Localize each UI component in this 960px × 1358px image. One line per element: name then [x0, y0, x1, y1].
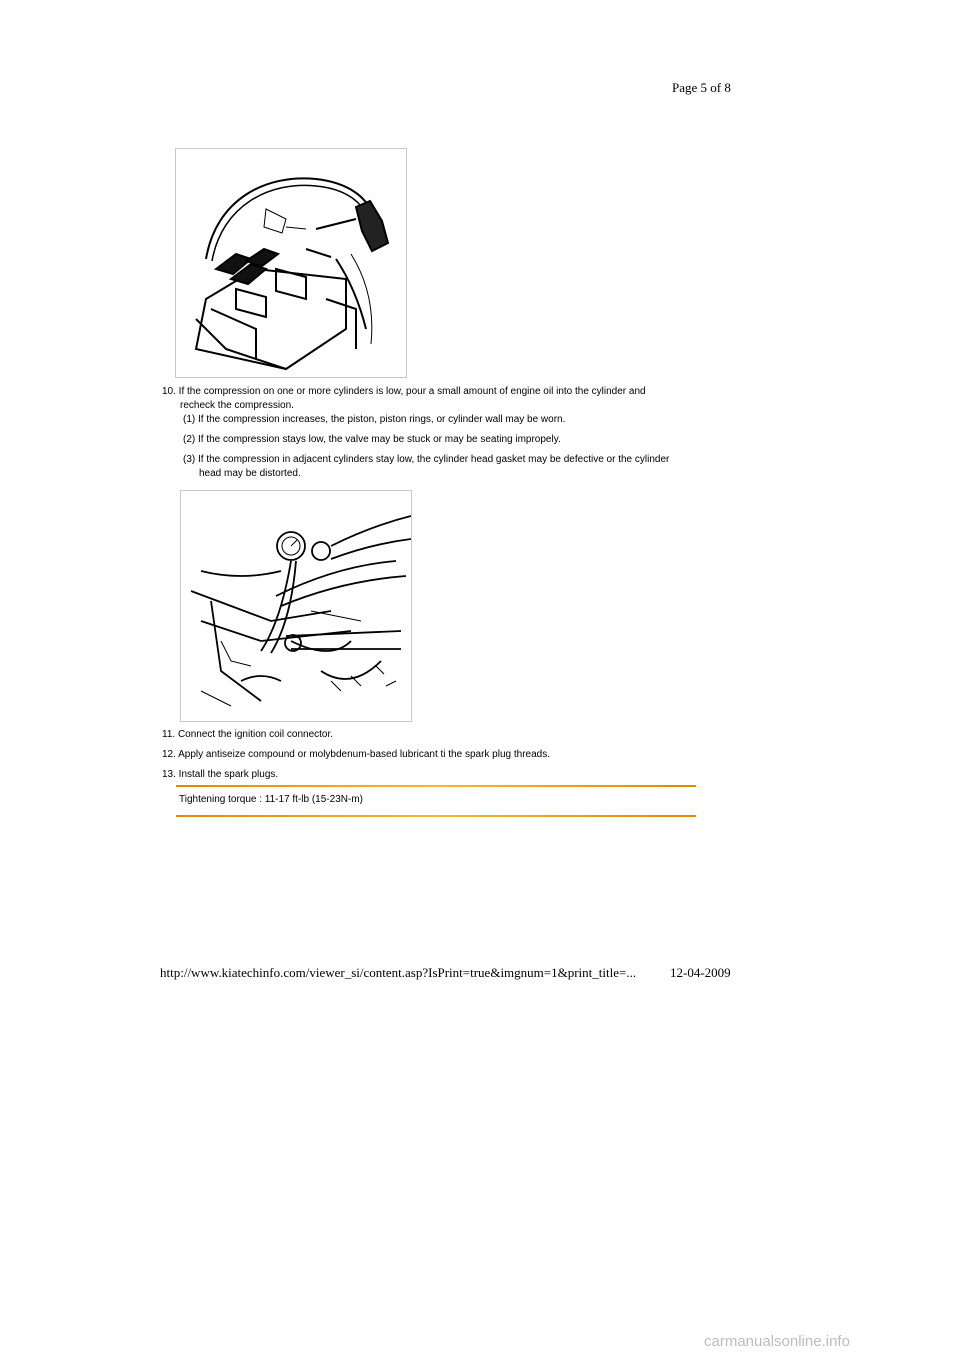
ignition-coil-drawing	[176, 149, 406, 377]
compression-gauge-drawing	[181, 491, 411, 721]
step-11: 11. Connect the ignition coil connector.	[162, 729, 334, 740]
torque-divider-top	[176, 785, 696, 787]
torque-divider-bottom	[176, 815, 696, 817]
compression-gauge-illustration	[180, 490, 412, 722]
torque-spec-text: Tightening torque : 11-17 ft-lb (15-23N-m)	[179, 794, 363, 805]
step-12: 12. Apply antiseize compound or molybdenum-based lubricant ti the spark plug threads.	[162, 749, 551, 760]
footer-url: http://www.kiatechinfo.com/viewer_si/content.asp?IsPrint=true&imgnum=1&print_title=...	[160, 965, 637, 980]
step-13: 13. Install the spark plugs.	[162, 769, 279, 780]
step-10-line1: 10. If the compression on one or more cylinders is low, pour a small amount of engine oil into the cylinder and	[162, 386, 646, 397]
step-10-sub1: (1) If the compression increases, the piston, piston rings, or cylinder wall may be worn.	[183, 414, 566, 425]
page-number: Page 5 of 8	[672, 80, 731, 95]
footer-date: 12-04-2009	[670, 965, 731, 980]
watermark: carmanualsonline.info	[704, 1333, 850, 1350]
ignition-coil-illustration	[175, 148, 407, 378]
step-10-sub3-line1: (3) If the compression in adjacent cylinders stay low, the cylinder head gasket may be defective or the cylinder	[183, 454, 670, 465]
step-10-line2: recheck the compression.	[180, 400, 294, 411]
torque-spec-box	[176, 785, 696, 817]
step-10-sub2: (2) If the compression stays low, the valve may be stuck or may be seating impropely.	[183, 434, 561, 445]
step-10-sub3-line2: head may be distorted.	[199, 468, 301, 479]
